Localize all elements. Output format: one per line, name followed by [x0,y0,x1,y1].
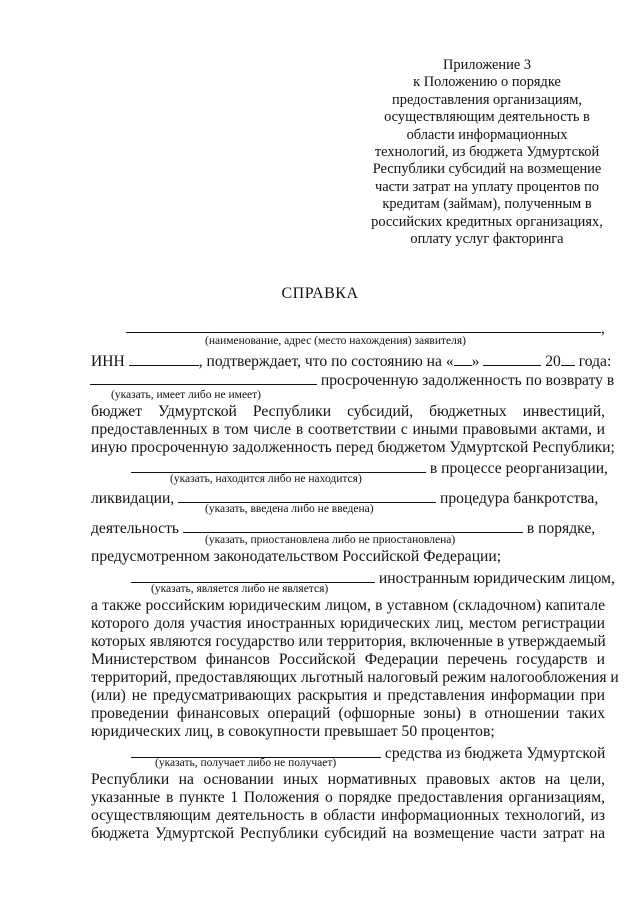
page-title: СПРАВКА [281,285,359,302]
offshore-line: проведении финансовых операций (офшорные зоны) в отношении таких [91,705,605,722]
bankruptcy-hint: (указать, введена либо не введена) [205,503,374,515]
offshore-line: (или) не предусматривающих раскрытия и представления информации при [91,687,605,704]
reorg-text: в процессе реорганизации, [429,460,608,477]
inn-label: ИНН [91,353,125,370]
funds-body-line: указанные в пункте 1 Положения о порядке предоставления организациям, [91,789,605,806]
foreign-text: иностранным юридическим лицом, [378,570,615,587]
bankruptcy-blank[interactable] [178,488,436,503]
debt-text: просроченную задолженность по возврату в [320,372,615,389]
appendix-line: Республики субсидий на возмещение [372,161,602,178]
offshore-line: Министерством финансов Российской Федерации перечень государств и [91,651,605,668]
funds-hint: (указать, получает либо не получает) [155,757,337,769]
appendix-line: предоставления организациям, [392,91,582,108]
budget-line: предоставленных в том числе в соответствии с иными правовыми актами, и [91,421,605,438]
foreign-blank[interactable] [131,568,375,583]
inn-blank[interactable] [129,351,199,366]
appendix-line: части затрат на уплату процентов по [375,178,599,195]
reorg-blank[interactable] [131,458,426,473]
activity-hint: (указать, приостановлена либо не приостановлена) [205,534,456,546]
offshore-line-last: юридических лиц, в совокупности превышает 50 процентов; [91,723,495,740]
funds-body-line: Республики на основании иных нормативных правовых актов на цели, [91,771,605,788]
appendix-line: Приложение 3 [442,57,532,73]
applicant-hint: (наименование, адрес (место нахождения) заявителя) [205,335,466,347]
year-blank[interactable] [561,351,575,366]
activity-label: деятельность [91,520,180,537]
foreign-hint: (указать, является либо не является) [151,583,329,595]
offshore-line: территорий, предоставляющих льготный налоговый режим налогообложения и [91,669,619,686]
funds-text: средства из бюджета Удмуртской [384,745,606,762]
bankruptcy-text: процедура банкротства, [440,490,599,507]
liquidation-label: ликвидации, [91,490,175,507]
budget-line: иную просроченную задолженность перед бюджетом Удмуртской Республики; [91,439,615,456]
debt-hint: (указать, имеет либо не имеет) [111,389,262,401]
appendix-header [352,57,622,248]
inn-end: года: [578,353,612,370]
offshore-line: а также российским юридическим лицом, в уставном (складочном) капитале [91,597,605,614]
offshore-line: которых являются государство или территория, включенные в утверждаемый [91,633,606,650]
activity-text: в порядке, [526,520,596,537]
appendix-line: технологий, из бюджета Удмуртской [374,144,600,161]
appendix-line: оплату услуг факторинга [410,231,564,248]
inn-text: , подтверждает, что по состоянию на « [198,353,454,370]
appendix-line: российских кредитных организациях, [371,213,603,230]
appendix-line: кредитам (займам), полученным в [382,196,592,213]
appendix-line: осуществляющим деятельность в [384,109,590,126]
inn-year: 20 [545,353,561,370]
reorg-hint: (указать, находится либо не находится) [170,473,362,485]
budget-line: бюджет Удмуртской Республики субсидий, бюджетных инвестиций, [91,403,605,420]
month-blank[interactable] [483,351,541,366]
debt-blank[interactable] [90,370,317,385]
activity-blank[interactable] [183,518,523,533]
funds-body-line: бюджета Удмуртской Республики субсидий на возмещение части затрат на [91,825,605,842]
inn-line [91,351,612,371]
funds-body-line: осуществляющим деятельность в области информационных технологий, из [91,807,605,824]
funds-blank[interactable] [131,743,381,758]
offshore-line: которого доля участия иностранных юридических лиц, местом регистрации [91,615,605,632]
day-blank[interactable] [454,351,472,366]
applicant-blank[interactable] [126,318,601,333]
appendix-line: области информационных [406,126,568,143]
inn-quote-close: » [471,353,480,370]
law-line: предусмотренном законодательством Российской Федерации; [91,548,502,565]
applicant-comma: , [601,320,605,337]
debt-line [91,370,615,390]
appendix-line: к Положению о порядке [413,74,561,91]
